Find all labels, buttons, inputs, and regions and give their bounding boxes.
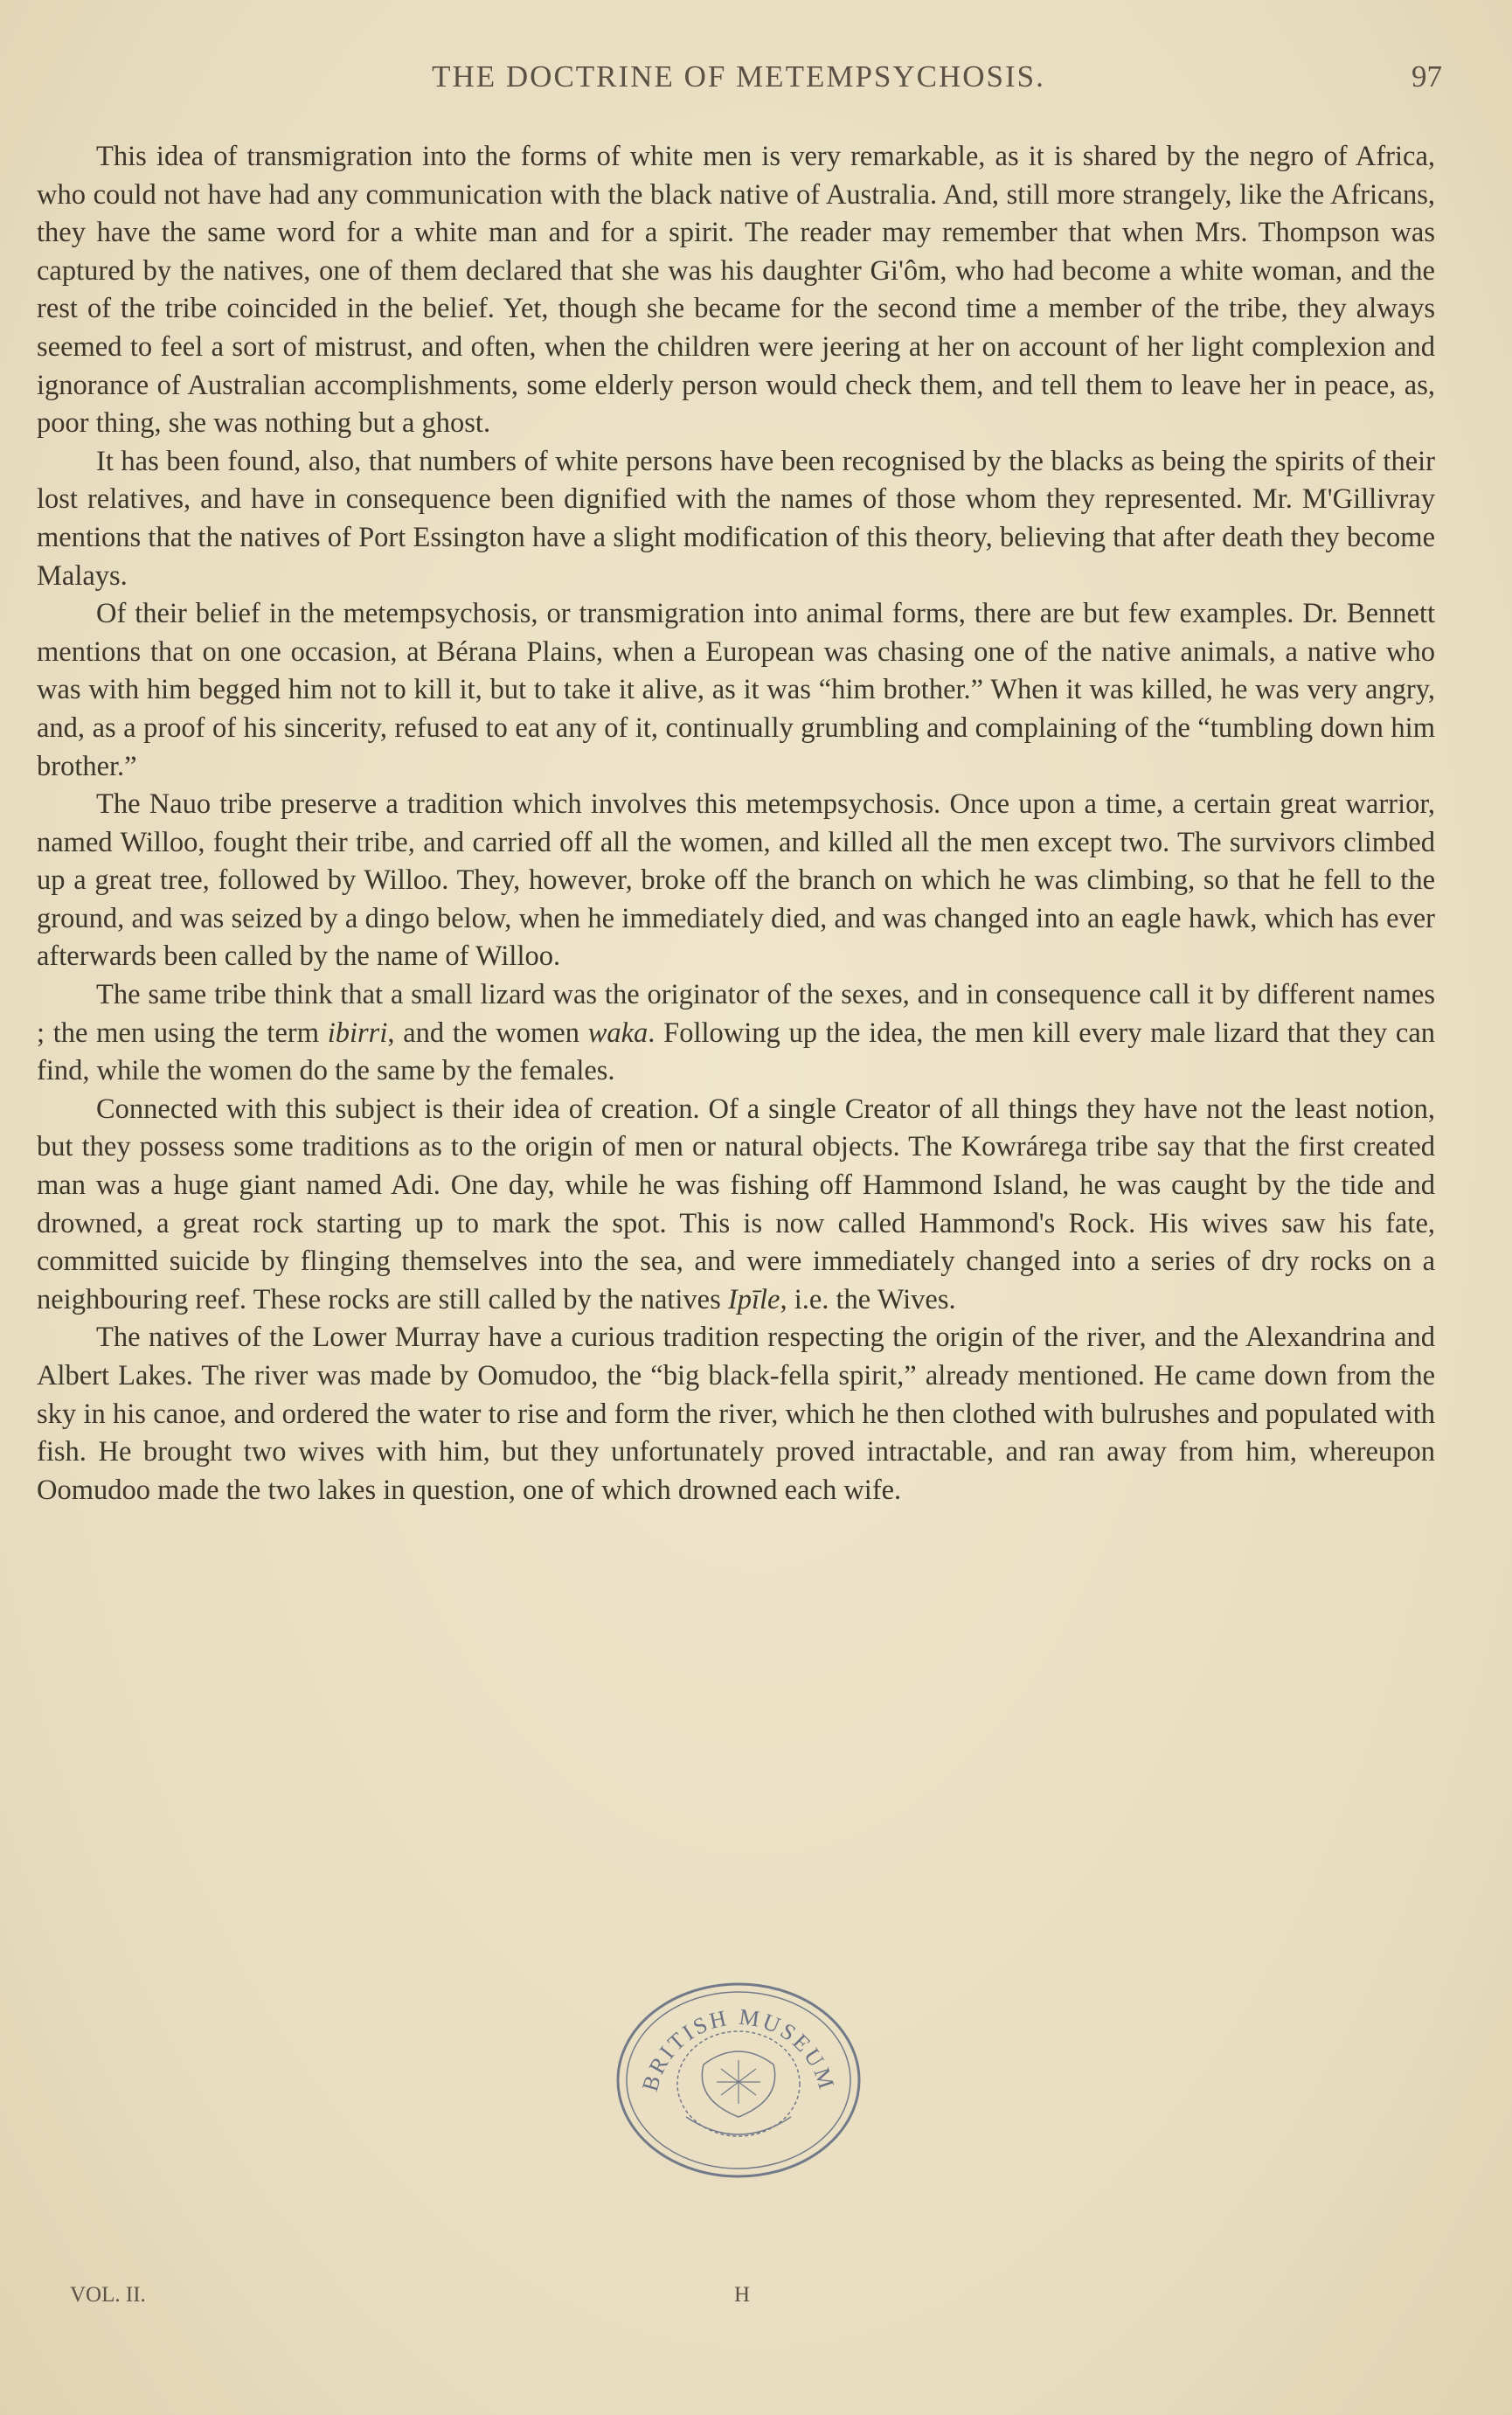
page-footer — [70, 2283, 1381, 2318]
paragraph — [37, 1091, 1435, 1320]
text-run: , i.e. the Wives. — [780, 1283, 956, 1315]
text-run: . Following up the idea, the men kill every male lizard that they can find, while the women do the same by the females. — [37, 1017, 1435, 1087]
text-run: Of their belief in the metempsychosis, or transmigration into animal forms, there are but few examples. Dr. Bennett mentions that on one occasion, at Bérana Plains, when a European was chasing one of the native animals, a native who was with him begged him not to kill it, but to take it alive, as it was “him brother.” When it was killed, he was very angry, and, as a proof of his sincerity, refused to eat any of it, continually grumbling and complaining of the “tumbling down him brother.” — [37, 598, 1435, 782]
text-run: The Nauo tribe preserve a tradition which involves this metempsychosis. Once upon a time, a certain great warrior, named Willoo, fought their tribe, and carried off all the women, and killed all the men except two. The survivors climbed up a great tree, followed by Willoo. They, however, broke off the branch on which he was climbing, so that he fell to the ground, and was seized by a dingo below, when he immediately died, and was changed into an eagle hawk, which has ever afterwards been called by the name of Willoo. — [37, 788, 1435, 973]
body-text — [37, 138, 1435, 1509]
page-number: 97 — [1411, 59, 1442, 94]
stamp-lettering: BRITISH MUSEUM — [636, 2003, 841, 2095]
text-run: This idea of transmigration into the forms of white men is very remarkable, as it is shared by the negro of Africa, who could not have had any communication with the black native of Australia. And, still more strangely, like the Africans, they have the same word for a white man and for a spirit. The reader may remember that when Mrs. Thompson was captured by the natives, one of them declared that she was his daughter Gi'ôm, who had become a white woman, and the rest of the tribe coincided in the belief. Yet, though she became for the second time a member of the tribe, they always seemed to feel a sort of mistrust, and often, when the children were jeering at her on account of her light complexion and ignorance of Australian accomplishments, some elderly person would check them, and tell them to leave her in peace, as, poor thing, she was nothing but a ghost. — [37, 141, 1435, 440]
text-run: It has been found, also, that numbers of white persons have been recognised by the blacks as being the spirits of their lost relatives, and have in consequence been dignified with the names of those whom they represented. Mr. M'Gillivray mentions that the natives of Port Essington have a slight modification of this theory, believing that after death they become Malays. — [37, 445, 1435, 592]
text-run: Connected with this subject is their idea of creation. Of a single Creator of all things they have not the least notion, but they possess some traditions as to the origin of men or natural objects. The Kowrárega tribe say that the first created man was a huge giant named Adi. One day, while he was fishing off Hammond Island, he was caught by the tide and drowned, a great rock starting up to mark the spot. This is now called Hammond's Rock. His wives saw his fate, committed suicide by flinging themselves into the sea, and were immediately changed into a series of dry rocks on a neighbouring reef. These rocks are still called by the natives — [37, 1093, 1435, 1315]
signature-mark: H — [734, 2283, 751, 2307]
volume-label: VOL. II. — [70, 2283, 146, 2307]
italic-term: waka — [587, 1017, 648, 1049]
museum-stamp — [612, 1977, 865, 2183]
paragraph — [37, 138, 1435, 443]
italic-term: ibirri — [327, 1017, 388, 1049]
paragraph — [37, 595, 1435, 786]
page-title: THE DOCTRINE OF METEMPSYCHOSIS. — [432, 59, 1045, 94]
text-run: , and the women — [387, 1017, 588, 1049]
paragraph — [37, 976, 1435, 1091]
paragraph — [37, 1319, 1435, 1509]
paragraph — [37, 786, 1435, 976]
paragraph — [37, 443, 1435, 595]
text-run: The same tribe think that a small lizard was the originator of the sexes, and in consequence call it by different names ; the men using the term — [37, 979, 1435, 1049]
running-head — [35, 59, 1442, 103]
italic-term: Ipīle — [727, 1283, 780, 1315]
text-run: The natives of the Lower Murray have a curious tradition respecting the origin of the river, and the Alexandrina and Albert Lakes. The river was made by Oomudoo, the “big black-fella spirit,” already mentioned. He came down from the sky in his canoe, and ordered the water to rise and form the river, which he then clothed with bulrushes and populated with fish. He brought two wives with him, but they unfortunately proved intractable, and ran away from him, whereupon Oomudoo made the two lakes in question, one of which drowned each wife. — [37, 1322, 1435, 1506]
